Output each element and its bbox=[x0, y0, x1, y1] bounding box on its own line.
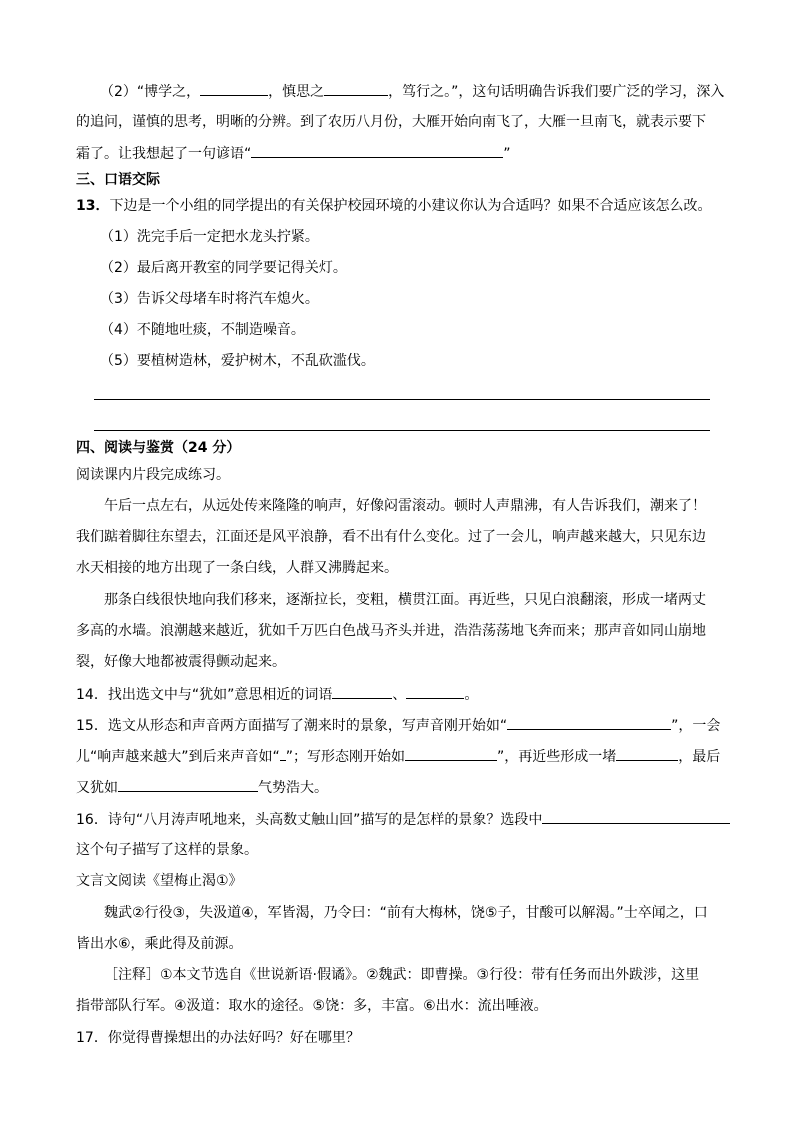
question-16-line2: 这个句子描写了这样的景象。 bbox=[76, 842, 258, 858]
passage-line: 水天相接的地方出现了一条白线，人群又沸腾起来。 bbox=[76, 560, 398, 576]
passage-line: 我们踮着脚往东望去，江面还是风平浪静，看不出有什么变化。过了一会儿，响声越来越大，只见东边 bbox=[76, 529, 706, 545]
answer-blank[interactable] bbox=[405, 746, 497, 761]
classical-note: 指带部队行军。④汲道：取水的途径。⑤饶：多，丰富。⑥出水：流出唾液。 bbox=[76, 998, 548, 1014]
suggestion-item: （4）不随地吐痰，不制造噪音。 bbox=[100, 322, 305, 338]
answer-blank[interactable] bbox=[324, 81, 388, 96]
answer-blank[interactable] bbox=[406, 684, 464, 699]
suggestion-item: （3）告诉父母堵车时将汽车熄火。 bbox=[100, 291, 319, 307]
answer-blank[interactable] bbox=[616, 746, 678, 761]
question-13: 13．下边是一个小组的同学提出的有关保护校园环境的小建议你认为合适吗？如果不合适应该怎么改。 bbox=[76, 198, 712, 214]
answer-blank[interactable] bbox=[507, 715, 671, 730]
q12-2-line3: 霜了。让我想起了一句谚语“ ” bbox=[76, 143, 511, 163]
question-17: 17．你觉得曹操想出的办法好吗？好在哪里？ bbox=[76, 1030, 360, 1046]
passage-line: 那条白线很快地向我们移来，逐渐拉长，变粗，横贯江面。再近些，只见白浪翻滚，形成一堵两丈 bbox=[104, 592, 706, 608]
passage-line: 裂，好像大地都被震得颤动起来。 bbox=[76, 654, 286, 670]
answer-blank[interactable] bbox=[118, 777, 258, 792]
question-15-line2: 儿“响声越来越大”到后来声音如“ ”；写形态刚开始如 ”，再近些形成一堵 ，最后 bbox=[76, 746, 720, 766]
suggestion-item: （2）最后离开教室的同学要记得关灯。 bbox=[100, 260, 347, 276]
classical-note: ［注释］①本文节选自《世说新语·假谲》。②魏武：即曹操。③行役：带有任务而出外跋涉，这里 bbox=[104, 967, 700, 983]
q12-2-line1: （2）“博学之， ，慎思之 ，笃行之。”，这句话明确告诉我们要广泛的学习，深入 bbox=[100, 81, 724, 101]
classical-body: 皆出水⑥，乘此得及前源。 bbox=[76, 936, 243, 952]
q12-2-line2: 的追问，谨慎的思考，明晰的分辨。到了农历八月份，大雁开始向南飞了，大雁一旦南飞，就表示要下 bbox=[76, 114, 706, 130]
question-15-line3: 又犹如 气势浩大。 bbox=[76, 777, 328, 797]
classical-title: 文言文阅读《望梅止渴①》 bbox=[76, 873, 243, 889]
section-4-heading: 四、阅读与鉴赏（24 分） bbox=[76, 440, 241, 456]
answer-line[interactable] bbox=[94, 430, 710, 431]
passage-line: 午后一点左右，从远处传来隆隆的响声，好像闷雷滚动。顿时人声鼎沸，有人告诉我们，潮来了！ bbox=[104, 498, 706, 514]
question-15-line1: 15．选文从形态和声音两方面描写了潮来时的景象，写声音刚开始如“ ”，一会 bbox=[76, 715, 720, 735]
suggestion-item: （1）洗完手后一定把水龙头拧紧。 bbox=[100, 229, 319, 245]
answer-blank[interactable] bbox=[542, 809, 730, 824]
answer-blank[interactable] bbox=[200, 81, 268, 96]
reading-intro: 阅读课内片段完成练习。 bbox=[76, 467, 230, 483]
classical-body: 魏武②行役③，失汲道④，军皆渴，乃令曰：“前有大梅林，饶⑤子，甘酸可以解渴。”士卒闻之，口 bbox=[104, 905, 708, 921]
question-16-line1: 16．诗句“八月涛声吼地来，头高数丈触山回”描写的是怎样的景象？选段中 bbox=[76, 809, 730, 829]
section-3-heading: 三、口语交际 bbox=[76, 172, 160, 188]
proverb-blank[interactable] bbox=[251, 143, 503, 158]
suggestion-item: （5）要植树造林，爱护树木，不乱砍滥伐。 bbox=[100, 353, 375, 369]
answer-line[interactable] bbox=[94, 399, 710, 400]
passage-line: 多高的水墙。浪潮越来越近，犹如千万匹白色战马齐头并进，浩浩荡荡地飞奔而来；那声音如同山崩地 bbox=[76, 623, 706, 639]
question-14: 14．找出选文中与“犹如”意思相近的词语 、 。 bbox=[76, 684, 478, 704]
answer-blank[interactable] bbox=[332, 684, 392, 699]
